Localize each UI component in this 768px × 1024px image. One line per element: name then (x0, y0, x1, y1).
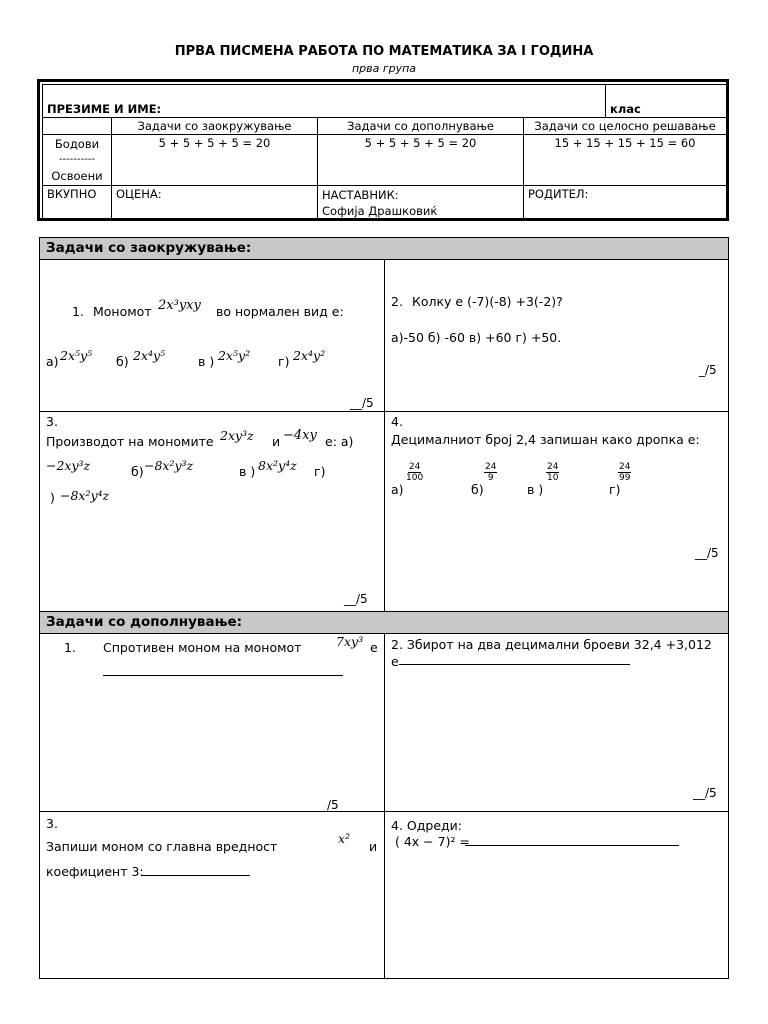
question-2-4 (385, 812, 728, 979)
grade-label: ОЦЕНА: (116, 187, 162, 201)
q1-4-text: Децималниот број 2,4 запишан како дропка е: (391, 432, 700, 447)
q1-3-and: и (272, 434, 281, 449)
points-dashes: ---------- (58, 154, 96, 165)
earned-label: Освоени (51, 169, 103, 183)
q1-4-number: 4. (391, 414, 403, 429)
points-label: Бодови (54, 137, 100, 151)
q2-3-number: 3. (46, 816, 58, 831)
q1-1-opt-a-label[interactable]: а) (46, 354, 59, 369)
class-label: клас (610, 102, 641, 116)
q1-3-monomial-1: 2xy³z (220, 428, 254, 443)
q1-3-number: 3. (46, 414, 58, 429)
total-label: ВКУПНО (43, 186, 112, 221)
question-1-2 (385, 260, 728, 412)
document-subtitle: прва група (351, 62, 417, 75)
q1-1-opt-d-value: 2x⁴y² (293, 348, 326, 363)
question-2-3 (40, 812, 385, 979)
q1-3-opt-b: −8x²y³z (144, 458, 194, 473)
q2-3-answer-line[interactable] (142, 864, 250, 876)
teacher-field (318, 186, 524, 221)
q1-1-opt-a-value: 2x⁵y⁵ (60, 348, 93, 363)
q1-1-number: 1. (72, 304, 84, 319)
name-field[interactable] (43, 85, 606, 118)
name-label: ПРЕЗИМЕ И ИМЕ: (47, 102, 162, 116)
q2-4-expression: ( 4x − 7)² = (395, 834, 470, 849)
q1-1-text-after: во нормален вид е: (216, 304, 344, 319)
q2-2-text: 2. Збирот на два децимални броеви 32,4 +3,012 (391, 637, 712, 652)
col-header-circling: Задачи со заокружување (112, 118, 318, 135)
fraction-numerator: 24 (408, 462, 421, 472)
q2-1-answer-line[interactable] (103, 664, 343, 676)
q2-1-number: 1. (64, 640, 76, 655)
class-field[interactable] (606, 85, 727, 118)
q1-1-score: __/5 (350, 396, 374, 410)
points-circling: 5 + 5 + 5 + 5 = 20 (112, 135, 318, 186)
q1-1-opt-d-label[interactable]: г) (278, 354, 290, 369)
question-2-1 (40, 634, 385, 812)
col-header-full-solution: Задачи со целосно решавање (524, 118, 727, 135)
col-header-completion: Задачи со дополнување (318, 118, 524, 135)
q1-4-opt-b-fraction (484, 462, 497, 483)
q1-3-monomial-2: −4xy (283, 428, 317, 443)
q2-3-value: x² (338, 831, 351, 846)
fraction-numerator: 24 (485, 462, 497, 472)
question-2-2 (385, 634, 728, 812)
q1-4-score: __/5 (695, 546, 719, 560)
q2-3-text-after: и (369, 839, 378, 854)
section-circling-header: Задачи со заокружување: (40, 238, 728, 260)
q1-1-opt-c-label[interactable]: в ) (198, 354, 215, 369)
q1-2-number: 2. (391, 294, 403, 309)
q1-4-opt-c-fraction (546, 462, 559, 483)
points-completion: 5 + 5 + 5 + 5 = 20 (318, 135, 524, 186)
parent-field[interactable] (524, 186, 727, 221)
teacher-name: Софија Драшковиќ (322, 204, 438, 218)
fraction-denominator: 100 (406, 473, 424, 483)
section-completion-header: Задачи со дополнување: (40, 612, 728, 634)
q2-1-monomial: 7xy³ (336, 634, 364, 649)
q1-4-opt-d-fraction (618, 462, 631, 483)
header-table (42, 84, 727, 221)
fraction-denominator: 9 (487, 473, 494, 483)
parent-label: РОДИТЕЛ: (528, 187, 589, 201)
q1-4-opt-c-label[interactable]: в ) (527, 482, 544, 497)
q1-3-opt-a[interactable]: −2xy³z (46, 458, 91, 473)
q2-2-text2: е (391, 654, 399, 669)
q2-1-score: __/5 (315, 798, 339, 812)
q1-4-opt-d-label[interactable]: г) (609, 482, 621, 497)
grade-field[interactable] (112, 186, 318, 221)
q2-3-text2: коефициент 3: (46, 864, 144, 879)
q1-4-opt-a-label[interactable]: а) (391, 482, 404, 497)
q1-1-opt-c-value: 2x⁵y² (218, 348, 251, 363)
q1-3-text-after: е: а) (325, 434, 354, 449)
points-label-cell (43, 135, 112, 186)
fraction-numerator: 24 (547, 462, 559, 472)
fraction-denominator: 10 (547, 473, 559, 483)
question-1-3 (40, 412, 385, 612)
q2-4-answer-line[interactable] (465, 834, 679, 846)
q1-1-monomial: 2x³yxy (158, 298, 201, 313)
q1-1-opt-b-label[interactable]: б) (116, 354, 129, 369)
q1-3-score: __/5 (344, 592, 368, 606)
question-1-1 (40, 260, 385, 412)
q1-3-text-before: Производот на мономите (46, 434, 214, 449)
q1-4-opt-a-fraction (406, 462, 423, 483)
q1-2-score: _/5 (699, 363, 717, 377)
q2-2-answer-line[interactable] (399, 653, 630, 665)
q2-1-text-after: е (370, 640, 378, 655)
q2-3-text: Запиши моном со главна вредност (46, 839, 278, 854)
empty-cell (43, 118, 112, 135)
document-title: ПРВА ПИСМЕНА РАБОТА ПО МАТЕМАТИКА ЗА I ГОДИНА (174, 44, 594, 59)
q1-3-opt-c-label[interactable]: в ) (239, 464, 256, 479)
q1-3-opt-d: −8x²y⁴z (60, 488, 110, 503)
tasks-frame (39, 237, 729, 979)
q1-1-opt-b-value: 2x⁴y⁵ (133, 348, 166, 363)
header-box (37, 79, 729, 221)
fraction-numerator: 24 (619, 462, 631, 472)
q1-4-opt-b-label[interactable]: б) (471, 482, 484, 497)
q1-2-options[interactable]: а)-50 б) -60 в) +60 г) +50. (391, 330, 562, 345)
q1-3-opt-b-label[interactable]: б) (131, 464, 144, 479)
q2-2-score: __/5 (693, 786, 717, 800)
points-full-solution: 15 + 15 + 15 + 15 = 60 (524, 135, 727, 186)
q1-2-text: Колку е (-7)(-8) +3(-2)? (412, 294, 563, 309)
q1-3-opt-d-paren: ) (50, 490, 55, 505)
q1-1-text-before: Мономот (93, 304, 152, 319)
fraction-denominator: 99 (619, 473, 631, 483)
q1-3-opt-d-label[interactable]: г) (314, 464, 326, 479)
q2-1-text: Спротивен моном на мономот (103, 640, 302, 655)
q2-4-text: 4. Одреди: (391, 818, 462, 833)
question-1-4 (385, 412, 728, 612)
teacher-label: НАСТАВНИК: (322, 188, 399, 202)
q1-3-opt-c: 8x²y⁴z (258, 458, 297, 473)
